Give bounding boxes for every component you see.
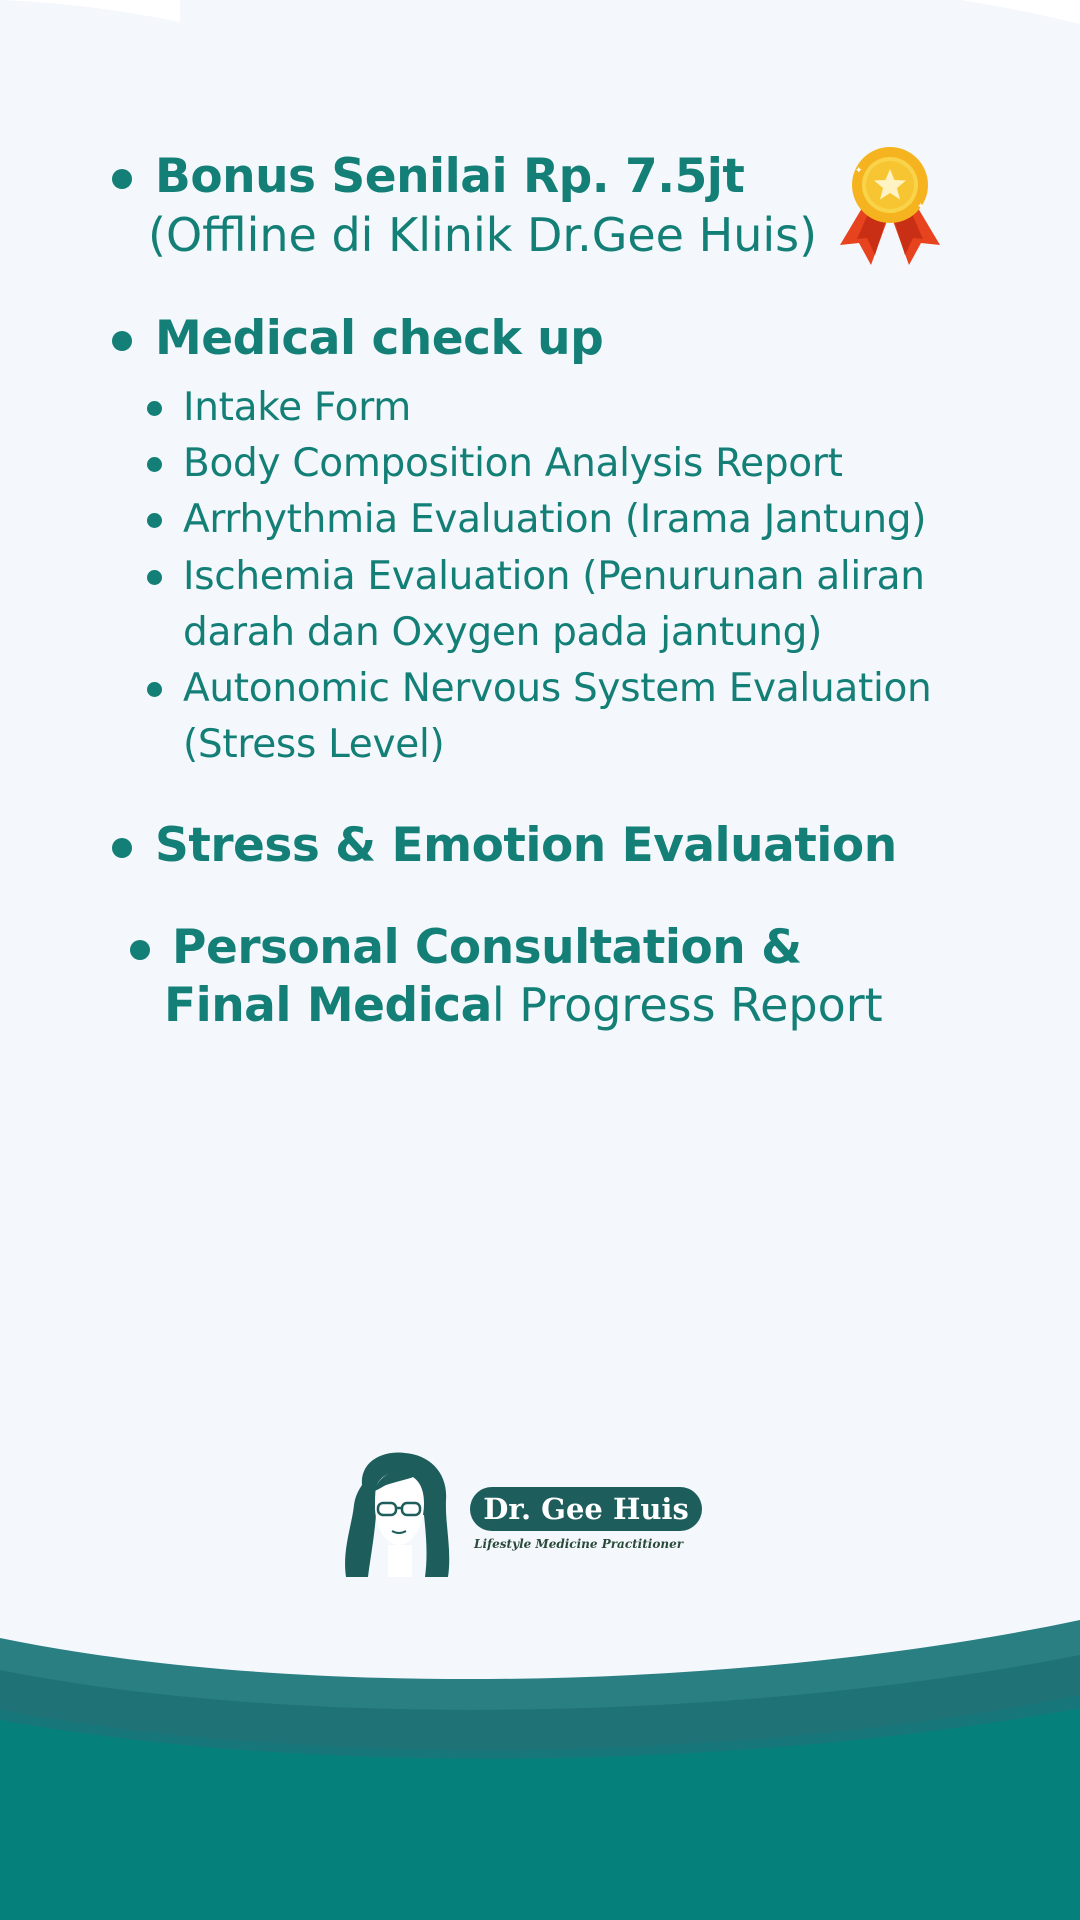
brand-tagline: Lifestyle Medicine Practitioner [474, 1537, 684, 1551]
medical-checkup-title: Medical check up [155, 311, 604, 366]
checkup-item: Intake Form [183, 385, 411, 430]
sub-bullet-dot [147, 457, 162, 472]
brand-logo [340, 1445, 710, 1580]
checkup-item: Arrhythmia Evaluation (Irama Jantung) [183, 497, 927, 542]
sub-bullet-dot [147, 401, 162, 416]
top-arc-decoration [0, 0, 1080, 60]
sub-bullet-dot [147, 570, 162, 585]
doctor-portrait-icon [340, 1445, 460, 1580]
checkup-item: Autonomic Nervous System Evaluation [183, 666, 932, 711]
medal-icon [835, 143, 945, 273]
svg-text:✦: ✦ [855, 166, 863, 176]
stress-title: Stress & Emotion Evaluation [155, 818, 897, 873]
sub-bullet-dot [147, 682, 162, 697]
consultation-title-line1: Personal Consultation & [172, 920, 802, 975]
bonus-subtitle: (Offline di Klinik Dr.Gee Huis) [148, 208, 818, 262]
brand-name-badge: Dr. Gee Huis [470, 1487, 702, 1531]
svg-text:✦: ✦ [917, 202, 925, 212]
checkup-item-continued: (Stress Level) [183, 722, 445, 767]
bullet-dot [112, 331, 132, 351]
checkup-item-continued: darah dan Oxygen pada jantung) [183, 610, 823, 655]
checkup-item: Ischemia Evaluation (Penurunan aliran [183, 554, 925, 599]
bullet-dot [112, 169, 132, 189]
consultation-regular-part: l Progress Report [491, 978, 883, 1032]
bonus-title: Bonus Senilai Rp. 7.5jt [155, 149, 745, 204]
bottom-wave-decoration [0, 1600, 1080, 1920]
bullet-dot [130, 940, 150, 960]
checkup-item: Body Composition Analysis Report [183, 441, 843, 486]
consultation-title-line2 [164, 976, 883, 1035]
sub-bullet-dot [147, 513, 162, 528]
bullet-dot [112, 838, 132, 858]
consultation-bold-part: Final Medica [164, 978, 492, 1033]
